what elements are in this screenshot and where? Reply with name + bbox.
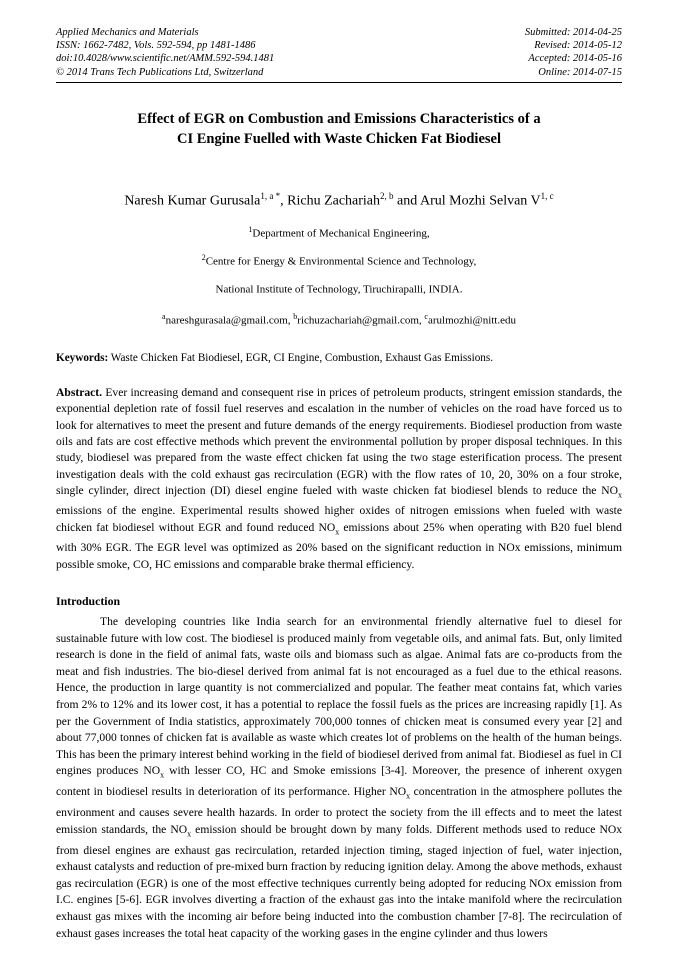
author-1-affiliation-marker: 1, a * [260,190,281,201]
journal-copyright: © 2014 Trans Tech Publications Ltd, Switzerland [56,66,264,78]
journal-issn-volume: ISSN: 1662-7482, Vols. 592-594, pp 1481-1486 [56,40,256,52]
keywords-section [56,351,622,366]
email-a[interactable]: nareshgurasala@gmail.com, [165,315,294,328]
affiliation-1 [56,219,622,245]
email-c-marker: c [424,312,428,322]
intro-subscript-2: x [406,791,411,801]
author-separator-2: and [393,193,420,209]
online-date: Online: 2014-07-15 [538,66,622,78]
author-emails [56,309,622,329]
abstract-text-part-1: Ever increasing demand and consequent rise in prices of petroleum products, stringent emission standards, the exponential depletion rate of fossil fuel reserves and escalation in the number of vehicles on the road have forced us to look for alternatives to meet the present and future demands of the energy requirements. Biodiesel production from waste oils and fats are cost effective methods which prevent the environmental pollution by proper disposal techniques. In this study, biodiesel was prepared from the waste effect chicken fat using the two stage esterification process. The present investigation deals with the cold exhaust gas recirculation (EGR) with the flow rates of 10, 20, 30% on a four stroke, single cylinder, direct injection (DI) diesel engine fueled with waste chicken fat biodiesel blends to reduce the NO [56,386,622,497]
journal-name: Applied Mechanics and Materials [56,27,199,38]
abstract-subscript-2: x [335,527,340,537]
accepted-date: Accepted: 2014-05-16 [528,53,622,65]
intro-text-part-3: concentration in the atmosphere pollutes the environment and causes severe health hazards. In order to protect the society from the ill effects and to meet the latest emission standards, the NO [56,785,623,836]
author-2-name: Richu Zachariah [287,193,381,209]
affiliation-2 [56,247,622,273]
intro-subscript-1: x [160,770,165,780]
intro-text-part-2: with lesser CO, HC and Smoke emissions [3-4]. Moreover, the presence of inherent oxygen content in biodiesel results in deterioration of its performance. Higher NO [56,764,622,799]
author-3-affiliation-marker: 1, c [540,190,554,201]
affiliation-1-text: Department of Mechanical Engineering, [252,228,430,241]
email-b-marker: b [293,312,298,322]
author-1-name: Naresh Kumar Gurusala [124,193,261,209]
affiliation-2-text: Centre for Energy & Environmental Science and Technology, [205,255,477,268]
author-list [56,186,622,212]
affiliation-1-marker: 1 [248,225,253,235]
revised-date: Revised: 2014-05-12 [534,40,622,52]
journal-header [56,26,622,79]
affiliations [56,219,622,300]
journal-doi: doi:10.4028/www.scientific.net/AMM.592-594.1481 [56,53,275,65]
intro-subscript-3: x [187,829,192,839]
abstract-text-part-3: emissions about 25% when operating with B20 fuel blend with 30% EGR. The EGR level was optimized as 20% based on the significant reduction in NOx emissions, minimum possible smoke, CO, HC emissions and comparable brake thermal efficiency. [56,520,622,571]
page-title [56,109,622,149]
abstract-label: Abstract. [56,386,103,400]
abstract-section [56,385,622,573]
email-a-marker: a [162,312,166,322]
affiliation-3 [56,275,622,301]
abstract-subscript-1: x [618,490,622,500]
abstract-text-part-2: emissions of the engine. Experimental results showed higher oxides of nitrogen emissions when fueled with waste chicken fat biodiesel without EGR and found reduced NO [56,504,622,534]
title-line-1: Effect of EGR on Combustion and Emissions Characteristics of a [137,110,541,127]
journal-header-left [56,26,274,79]
introduction-heading: Introduction [56,593,121,608]
keywords-label: Keywords: [56,352,109,365]
affiliation-2-marker: 2 [201,253,206,263]
journal-header-right [525,26,622,79]
header-divider [56,82,622,83]
author-3-name: Arul Mozhi Selvan V [419,193,541,209]
intro-text-part-1: The developing countries like India search for an environmental friendly alternative fuel to diesel for sustainable future with low cost. The biodiesel is produced mainly from vegetable oils, and animal fats. But, only limited research is done in the field of animal fats, waste oils and biomass such as algae. Animal fats are co-products from the meat and fish industries. The bio-diesel derived from animal fat is not encouraged as a fuel due to the ethical reasons. Hence, the production in large quantity is not commercialized and popular. The feather meat contains fat, which varies from 2% to 12% and its lower cost, it has a potential to replace the fossil fuels as the prices are increasing rapidly [1]. As per the Government of India statistics, approximately 700,000 tonnes of chicken meat is consumed every year [2] and about 77,000 tonnes of chicken fat is available as waste which creates lot of problems on the health of the human beings. This has been the primary interest behind working in the field of biodiesel derived from animal fat. Biodiesel as fuel in CI engines produces NO [56,614,623,778]
email-b[interactable]: richuzachariah@gmail.com, [297,315,425,328]
intro-text-part-4: emission should be brought down by many folds. Different methods used to reduce NOx from diesel engines are exhaust gas recirculation, retarded injection timing, staged injection of fuel, water injection, exhaust catalysts and reduction of pre-mixed burn fraction by reducing ignition delay. Among the above methods, exhaust gas recirculation (EGR) is one of the most effective techniques currently being adopted for reducing NOx emission from I.C. engines [5-6]. EGR involves diverting a fraction of the exhaust gas into the intake manifold where the recirculation exhaust gas mixes with the incoming air before being inducted into the combustion chamber [7-8]. The recirculation of exhaust gases increases the total heat capacity of the working gases in the engine cylinder and thus lowers [56,822,622,940]
submitted-date: Submitted: 2014-04-25 [524,27,622,38]
title-line-2: CI Engine Fuelled with Waste Chicken Fat Biodiesel [177,130,501,147]
keywords-text: Waste Chicken Fat Biodiesel, EGR, CI Engine, Combustion, Exhaust Gas Emissions. [108,352,494,365]
introduction-paragraph [56,614,622,942]
email-c[interactable]: arulmozhi@nitt.edu [427,315,516,328]
author-2-affiliation-marker: 2, b [380,190,394,201]
author-separator-1: , [280,193,288,209]
affiliation-3-text: National Institute of Technology, Tiruchirapalli, INDIA. [215,283,463,296]
